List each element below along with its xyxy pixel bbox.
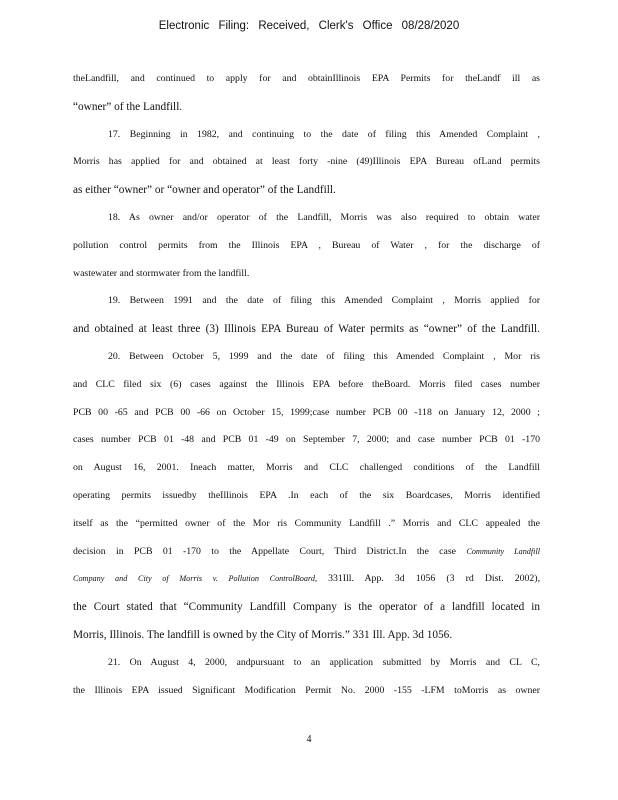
paragraph-20-line-1: 20. Between October 5, 1999 and the date of filing this Amended Complaint , Mor ris bbox=[108, 350, 540, 362]
text-line-02: “owner” of the Landfill. bbox=[73, 100, 183, 113]
text-line-01: theLandfill, and continued to apply for and obtainIllinois EPA Permits for theLandf ill as bbox=[73, 73, 540, 84]
case-name-italic-2: Company and City of Morris v. Pollution ControlBoard, bbox=[73, 574, 318, 584]
paragraph-21-line-1: 21. On August 4, 2000, andpursuant to an application submitted by Morris and CL C, bbox=[108, 656, 540, 668]
paragraph-20-line-6: operating permits issuedby theIllinois EPA .In each of the six Boardcases, Morris identified bbox=[73, 489, 540, 501]
paragraph-17-line-2: Morris has applied for and obtained at least forty -nine (49)Illinois EPA Bureau ofLand permits bbox=[73, 156, 540, 168]
paragraph-21-line-2: the Illinois EPA issued Significant Modification Permit No. 2000 -155 -LFM toMorris as owner bbox=[73, 684, 540, 696]
paragraph-19-line-1: 19. Between 1991 and the date of filing this Amended Complaint , Morris applied for bbox=[108, 295, 540, 307]
paragraph-19-line-2: and obtained at least three (3) Illinois EPA Bureau of Water permits as “owner” of the Landfill. bbox=[73, 323, 540, 336]
paragraph-20-line-10: the Court stated that “Community Landfill Company is the operator of a landfill located in bbox=[73, 601, 540, 614]
paragraph-18-line-3: wastewater and stormwater from the landfill. bbox=[73, 267, 250, 279]
paragraph-17-line-3: as either “owner” or “owner and operator” of the Landfill. bbox=[73, 184, 336, 197]
paragraph-20-line-8-text: decision in PCB 01 -170 to the Appellate Court, Third District.In the case bbox=[73, 545, 457, 557]
case-citation: 331Ill. App. 3d 1056 (3 rd Dist. 2002), bbox=[328, 573, 540, 585]
paragraph-20-line-2: and CLC filed six (6) cases against the Illinois EPA before theBoard. Morris filed cases number bbox=[73, 378, 540, 390]
document-body bbox=[73, 71, 540, 710]
case-name-italic-1: Community Landfill bbox=[466, 546, 540, 556]
paragraph-20-line-8 bbox=[73, 544, 540, 572]
paragraph-18-line-1: 18. As owner and/or operator of the Landfill, Morris was also required to obtain water bbox=[108, 211, 540, 223]
paragraph-20-line-7: itself as the “permitted owner of the Mor ris Community Landfill .” Morris and CLC appealed the bbox=[73, 517, 540, 529]
paragraph-20-line-9 bbox=[73, 571, 540, 599]
paragraph-20-line-4: cases number PCB 01 -48 and PCB 01 -49 on September 7, 2000; and case number PCB 01 -170 bbox=[73, 434, 540, 446]
page-number: 4 bbox=[306, 734, 312, 745]
filing-stamp-header: Electronic Filing: Received, Clerk's Office 08/28/2020 bbox=[158, 20, 460, 32]
paragraph-18-line-2: pollution control permits from the Illinois EPA , Bureau of Water , for the discharge of bbox=[73, 239, 540, 251]
paragraph-17-line-1: 17. Beginning in 1982, and continuing to the date of filing this Amended Complaint , bbox=[108, 128, 540, 140]
paragraph-20-line-5: on August 16, 2001. Ineach matter, Morris and CLC challenged conditions of the Landfill bbox=[73, 462, 540, 474]
paragraph-20-line-3: PCB 00 -65 and PCB 00 -66 on October 15, 1999;case number PCB 00 -118 on January 12, 2000 ; bbox=[73, 406, 540, 418]
paragraph-20-line-11: Morris, Illinois. The landfill is owned by the City of Morris.” 331 Ill. App. 3d 1056. bbox=[73, 628, 453, 641]
